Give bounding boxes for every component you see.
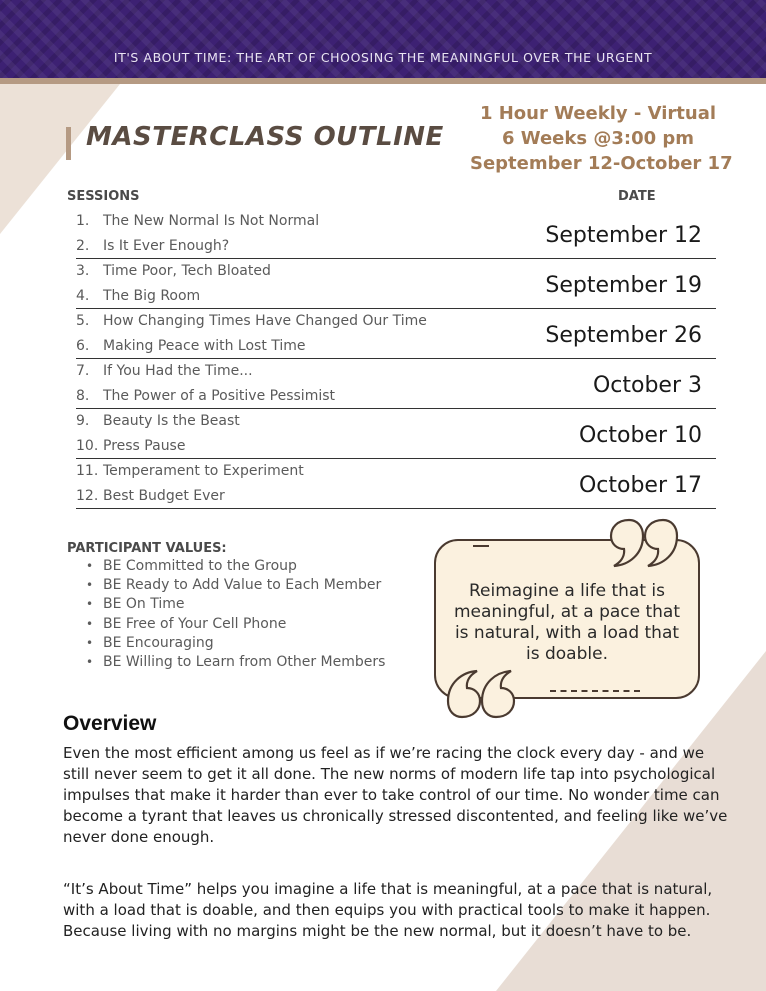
session-item: 6. Making Peace with Lost Time bbox=[76, 338, 306, 354]
schedule-info bbox=[470, 101, 733, 176]
list-item: • BE On Time bbox=[86, 596, 185, 613]
session-date: October 10 bbox=[578, 423, 702, 448]
session-date: September 12 bbox=[545, 223, 702, 248]
banner-title: IT'S ABOUT TIME: THE ART OF CHOOSING THE MEANINGFUL OVER THE URGENT bbox=[113, 50, 653, 65]
session-item: 3. Time Poor, Tech Bloated bbox=[76, 263, 271, 279]
schedule-line-2: 6 Weeks @3:00 pm bbox=[501, 128, 695, 149]
session-item: 10. Press Pause bbox=[76, 438, 186, 454]
session-item: 7. If You Had the Time... bbox=[76, 363, 253, 379]
sessions-table bbox=[76, 209, 716, 509]
schedule-line-3: September 12-October 17 bbox=[470, 153, 733, 174]
table-row bbox=[76, 459, 716, 509]
overview-heading: Overview bbox=[63, 712, 157, 735]
quote-close-icon bbox=[440, 665, 518, 721]
header-banner bbox=[0, 0, 766, 78]
list-item: • BE Willing to Learn from Other Members bbox=[86, 653, 386, 670]
session-date: September 26 bbox=[545, 323, 702, 348]
session-item: 4. The Big Room bbox=[76, 288, 201, 304]
values-header: PARTICIPANT VALUES: bbox=[67, 541, 227, 556]
quote-dash-decoration bbox=[473, 545, 489, 547]
title-accent-bar bbox=[66, 127, 71, 160]
quote-dash-decoration bbox=[550, 690, 640, 692]
session-item: 8. The Power of a Positive Pessimist bbox=[76, 388, 336, 404]
session-item: 12. Best Budget Ever bbox=[76, 488, 225, 504]
table-row bbox=[76, 359, 716, 409]
list-item: • BE Encouraging bbox=[86, 634, 214, 651]
sessions-header: SESSIONS bbox=[67, 189, 140, 204]
date-header: DATE bbox=[618, 189, 656, 204]
schedule-line-1: 1 Hour Weekly - Virtual bbox=[479, 103, 717, 124]
session-date: October 3 bbox=[592, 373, 702, 398]
table-row bbox=[76, 259, 716, 309]
session-item: 2. Is It Ever Enough? bbox=[76, 238, 230, 254]
session-item: 1. The New Normal Is Not Normal bbox=[76, 213, 320, 229]
session-date: September 19 bbox=[545, 273, 702, 298]
list-item: • BE Ready to Add Value to Each Member bbox=[86, 577, 382, 594]
overview-paragraph-2: “It’s About Time” helps you imagine a life that is meaningful, at a pace that is natural, with a load that is doable, and then equips you with practical tools to make it happen. Because living with no margins might be the new normal, but it doesn’t have to be. bbox=[63, 880, 713, 940]
list-item: • BE Free of Your Cell Phone bbox=[86, 615, 287, 632]
session-item: 5. How Changing Times Have Changed Our Time bbox=[76, 313, 427, 329]
table-row bbox=[76, 409, 716, 459]
overview-paragraph-1: Even the most efficient among us feel as if we’re racing the clock every day - and we still never seem to get it all done. The new norms of modern life tap into psychological impulses that make it harder than ever to take control of our time. No wonder time can become a tyrant that leaves us chronically stressed discontented, and feeling like we’ve never done enough. bbox=[63, 744, 728, 846]
quote-text: Reimagine a life that is meaningful, at a pace that is natural, with a load that is doable. bbox=[453, 581, 681, 664]
session-date: October 17 bbox=[578, 473, 702, 498]
table-row bbox=[76, 209, 716, 259]
quote-open-icon bbox=[607, 516, 685, 572]
session-item: 11. Temperament to Experiment bbox=[76, 463, 304, 479]
table-row bbox=[76, 309, 716, 359]
page-title: MASTERCLASS OUTLINE bbox=[86, 122, 444, 152]
values-list bbox=[86, 558, 385, 673]
list-item: • BE Committed to the Group bbox=[86, 558, 297, 574]
session-item: 9. Beauty Is the Beast bbox=[76, 413, 240, 429]
